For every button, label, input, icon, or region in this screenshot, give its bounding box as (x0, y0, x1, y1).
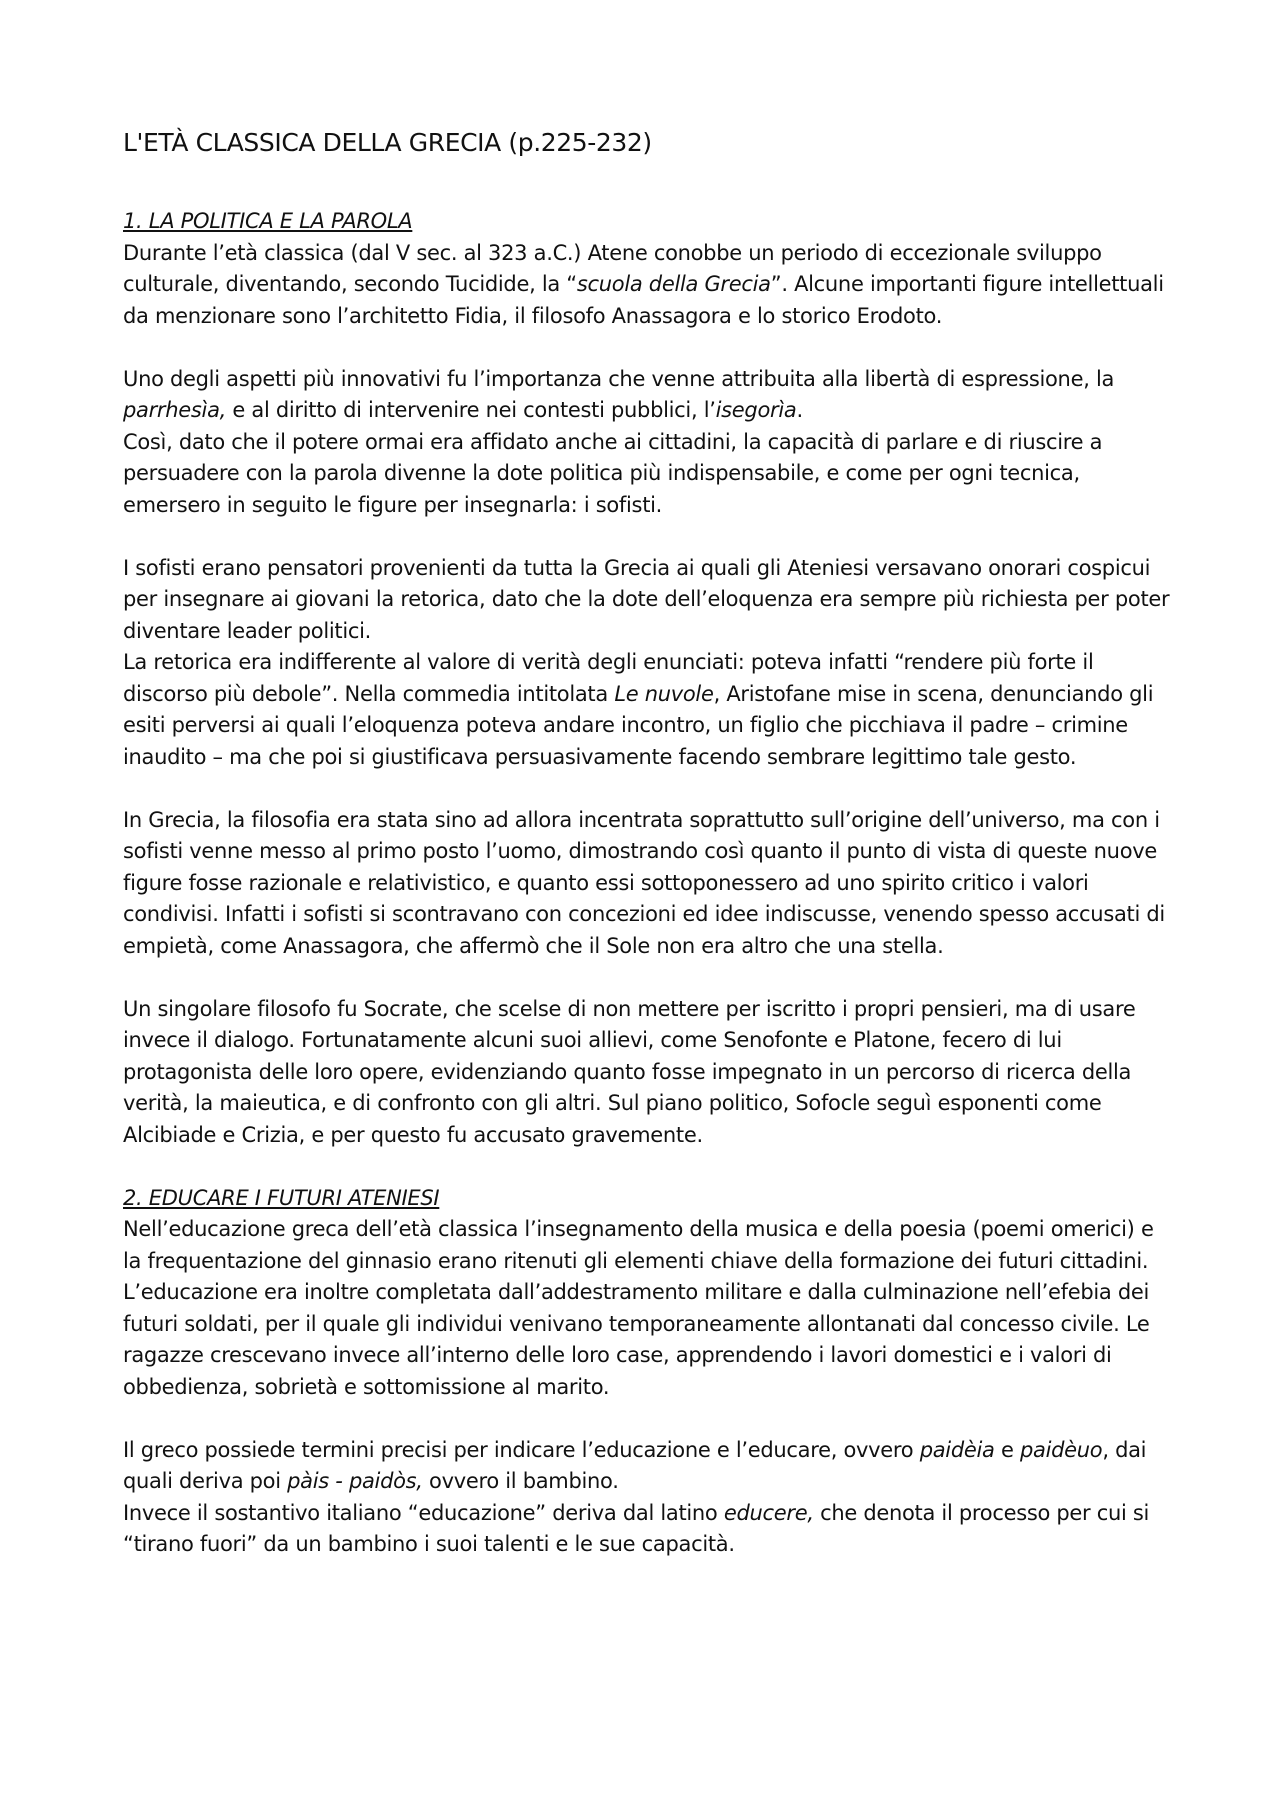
section-heading-2: 2. EDUCARE I FUTURI ATENIESI (123, 1185, 440, 1210)
paragraph: Il greco possiede termini precisi per indicare l’educazione e l’educare, ovvero paidèia e paidèuo, dai quali deriva poi pàis - paidòs, ovvero il bambino. (123, 1437, 1147, 1493)
document-page (123, 128, 1173, 1561)
paragraph: La retorica era indifferente al valore di verità degli enunciati: poteva infatti “rendere più forte il discorso più debole”. Nella commedia intitolata Le nuvole, Aristofane mise in scena, denunciando gli esiti perversi ai quali l’eloquenza poteva andare incontro, un figlio che picchiava il padre – crimine inaudito – ma che poi si giustificava persuasivamente facendo sembrare legittimo tale gesto. (123, 650, 1154, 769)
paragraph: Così, dato che il potere ormai era affidato anche ai cittadini, la capacità di parlare e di riuscire a persuadere con la parola divenne la dote politica più indispensabile, e come per ogni tecnica, emersero in seguito le figure per insegnarla: i sofisti. (123, 429, 1103, 517)
paragraph: Uno degli aspetti più innovativi fu l’importanza che venne attribuita alla libertà di espressione, la parrhesìa, e al diritto di intervenire nei contesti pubblici, l’isegorìa. (123, 366, 1115, 422)
section-heading-1: 1. LA POLITICA E LA PAROLA (123, 209, 413, 233)
paragraph: Nell’educazione greca dell’età classica l’insegnamento della musica e della poesia (poemi omerici) e la frequentazione del ginnasio erano ritenuti gli elementi chiave della formazione dei futuri cittadini. (123, 1217, 1154, 1273)
document-title: L'ETÀ CLASSICA DELLA GRECIA (p.225-232) (123, 128, 652, 157)
paragraph: L’educazione era inoltre completata dall’addestramento militare e dalla culminazione nell’efebia dei futuri soldati, per il quale gli individui venivano temporaneamente allontanati dal concesso civile. Le ragazze crescevano invece all’interno delle loro case, apprendendo i lavori domestici e i valori di obbedienza, sobrietà e sottomissione al marito. (123, 1280, 1150, 1399)
paragraph: I sofisti erano pensatori provenienti da tutta la Grecia ai quali gli Ateniesi versavano onorari cospicui per insegnare ai giovani la retorica, dato che la dote dell’eloquenza era sempre più richiesta per poter diventare leader politici. (123, 555, 1170, 643)
paragraph: Durante l’età classica (dal V sec. al 323 a.C.) Atene conobbe un periodo di eccezionale sviluppo culturale, diventando, secondo Tucidide, la “scuola della Grecia”. Alcune importanti figure intellettuali da menzionare sono l’architetto Fidia, il filosofo Anassagora e lo storico Erodoto. (123, 240, 1164, 328)
paragraph: In Grecia, la filosofia era stata sino ad allora incentrata soprattutto sull’origine dell’universo, ma con i sofisti venne messo al primo posto l’uomo, dimostrando così quanto il punto di vista di queste nuove figure fosse razionale e relativistico, e quanto essi sottoponessero ad uno spirito critico i valori condivisi. Infatti i sofisti si scontravano con concezioni ed idee indiscusse, venendo spesso accusati di empietà, come Anassagora, che affermò che il Sole non era altro che una stella. (123, 807, 1165, 958)
paragraph: Un singolare filosofo fu Socrate, che scelse di non mettere per iscritto i propri pensieri, ma di usare invece il dialogo. Fortunatamente alcuni suoi allievi, come Senofonte e Platone, fecero di lui protagonista delle loro opere, evidenziando quanto fosse impegnato in un percorso di ricerca della verità, la maieutica, e di confronto con gli altri. Sul piano politico, Sofocle seguì esponenti come Alcibiade e Crizia, e per questo fu accusato gravemente. (123, 996, 1136, 1147)
paragraph: Invece il sostantivo italiano “educazione” deriva dal latino educere, che denota il processo per cui si “tirano fuori” da un bambino i suoi talenti e le sue capacità. (123, 1500, 1150, 1556)
